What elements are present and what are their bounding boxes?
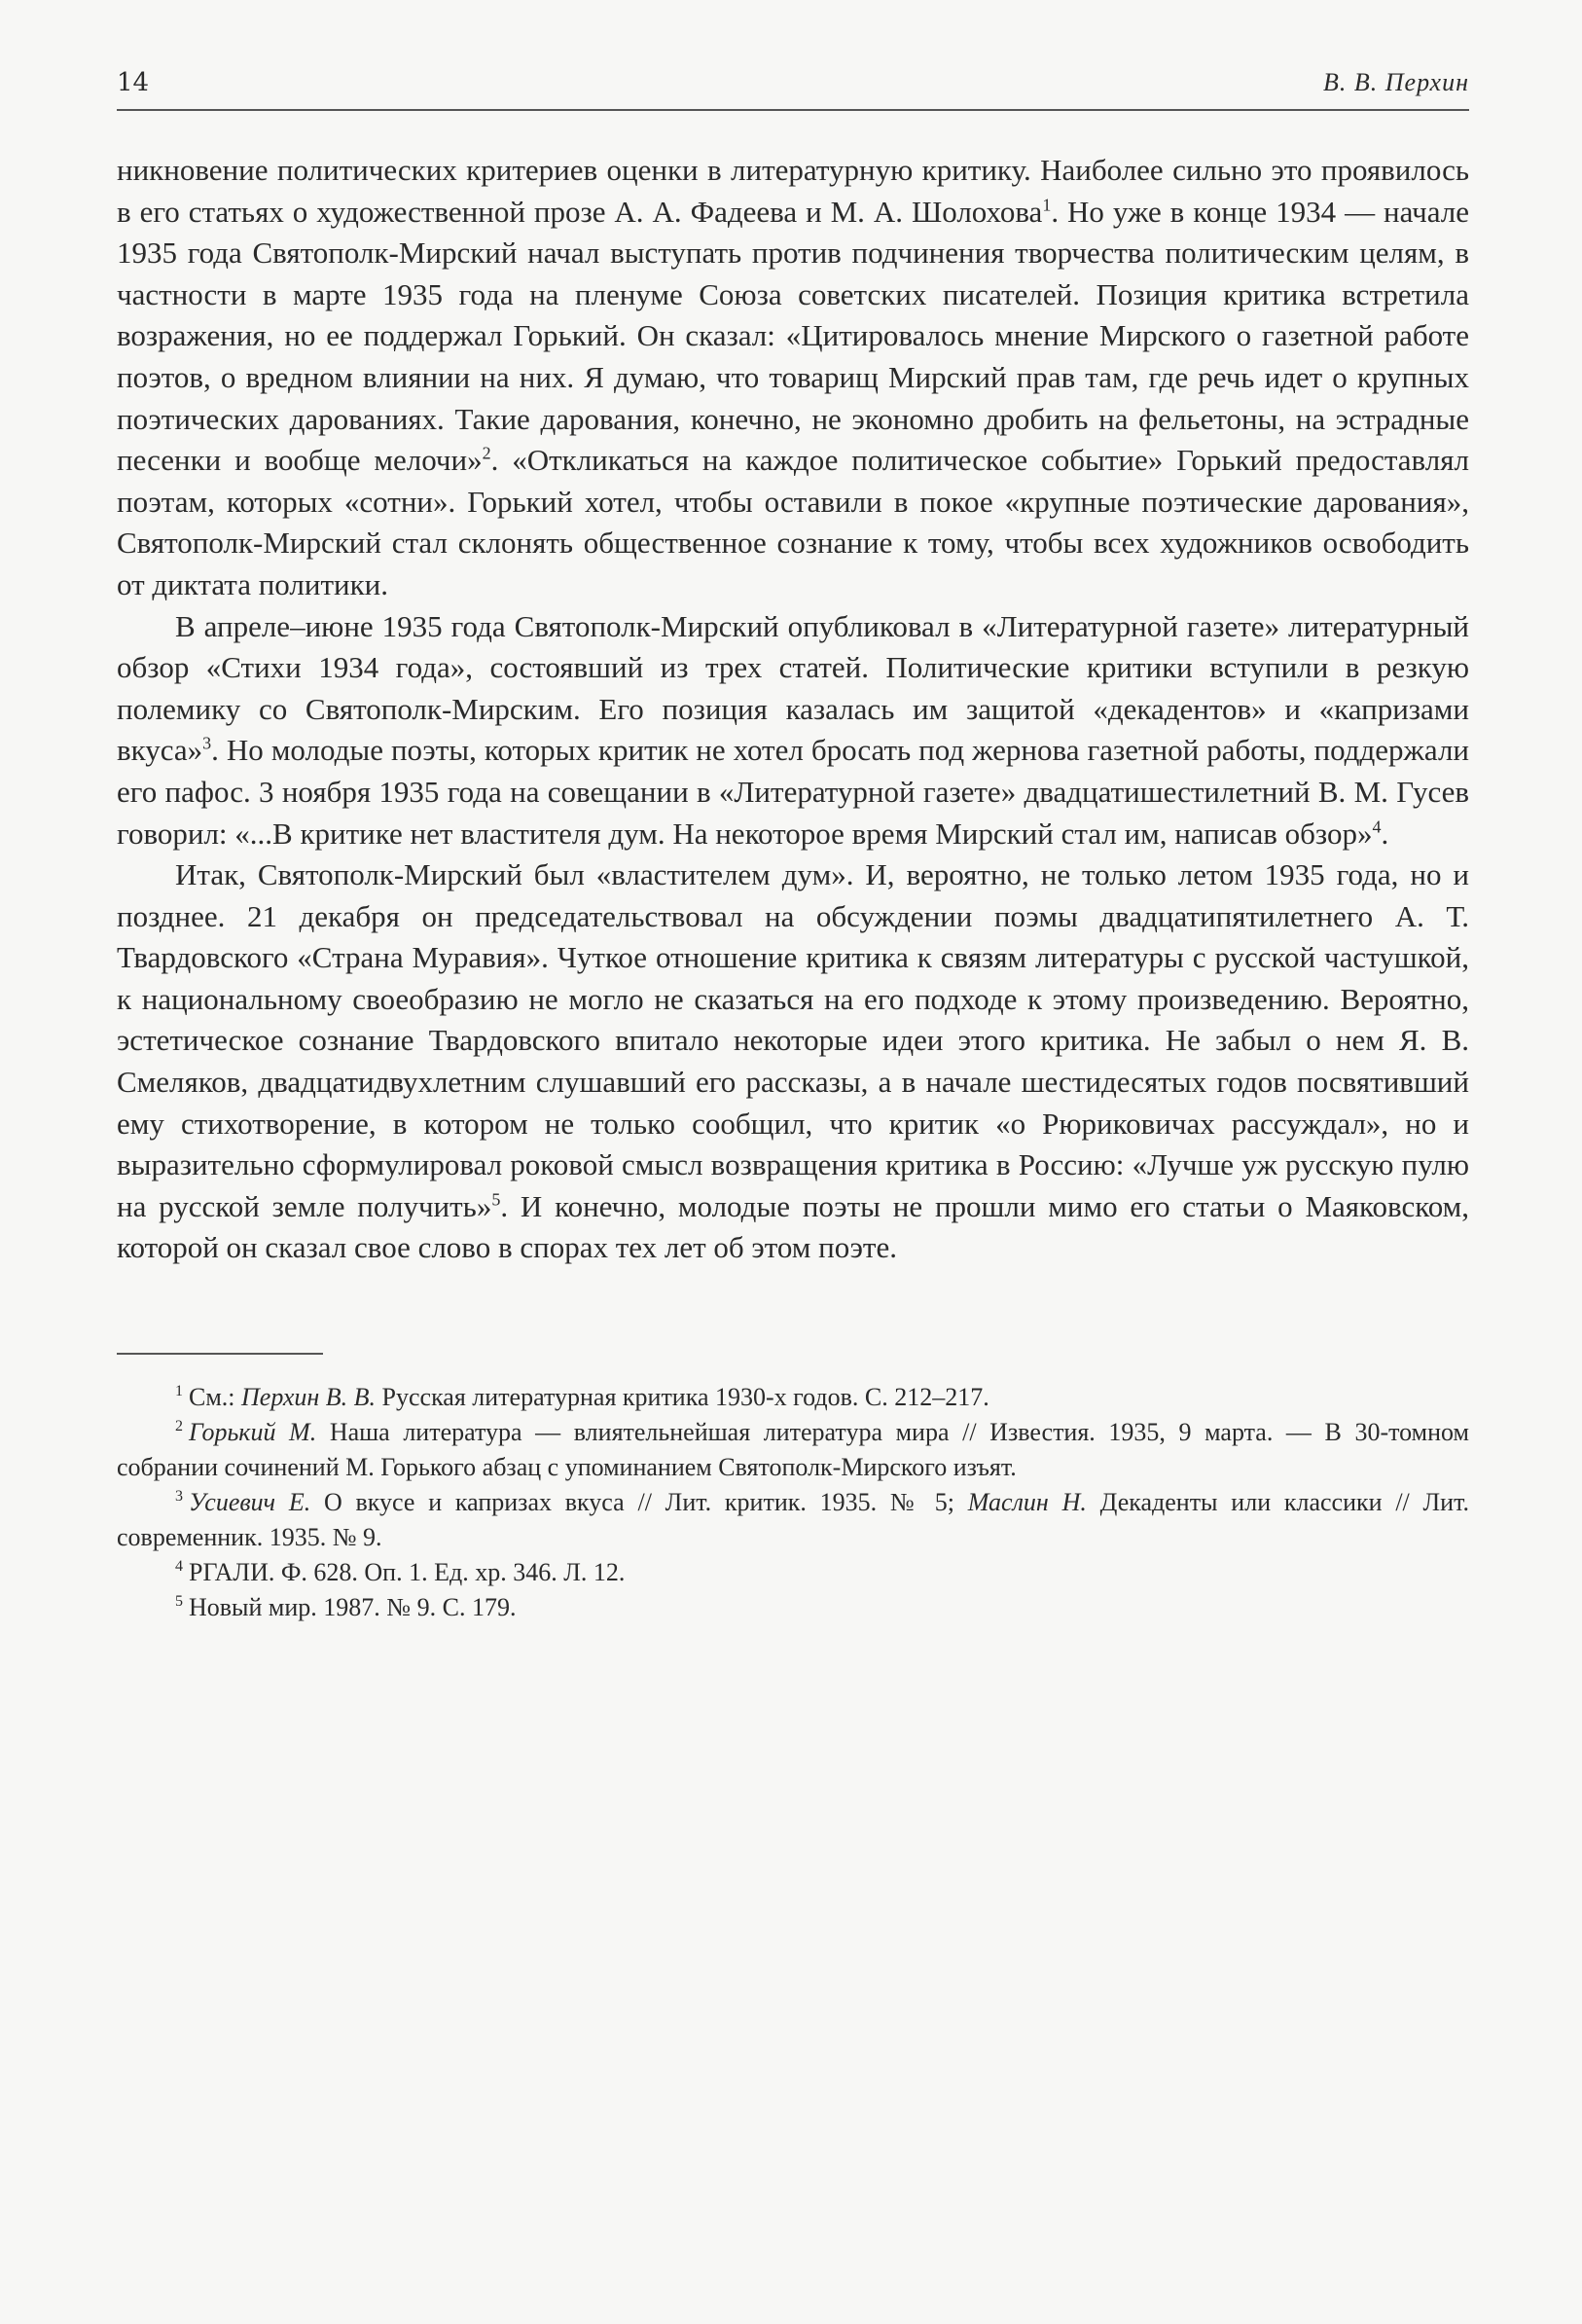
footnote-5: $^5$ Новый мир. 1987. № 9. С. 179. [175,1593,517,1622]
footnote-ref-2: 2 [482,443,491,463]
paragraph-1: никновение политических критериев оценки в литературную критику. Наиболее сильно это проявилось в его статьях о художественной прозе А. А. Фадеева и М. А. Шолохова$^1$. Но уже в конце 1934 — начале 1935 года Святополк-Мирский начал выступать против подчинения творчества политическим целям, в частности в марте 1935 года на пленуме Союза советских писателей. Позиция критика встретила возражения, но ее поддержал Горький. Он сказал: «Цитировалось мнение Мирского о газетной работе поэтов, о вредном влиянии на них. Я думаю, что товарищ Мирский прав там, где речь идет о крупных поэтических дарованиях. Такие дарования, конечно, не экономно дробить на фельетоны, на эстрадные песенки и вообще мелочи»$^2$. «Откликаться на каждое политическое событие» Горький предоставлял поэтам, которых «сотни». Горький хотел, чтобы оставили в покое «крупные поэтические дарования», Святополк-Мирский стал склонять общественное сознание к тому, чтобы всех художников освободить от диктата политики. [117,153,1469,601]
book-page [117,58,1469,1625]
paragraph-2: В апреле–июне 1935 года Святополк-Мирский опубликовал в «Литературной газете» литературный обзор «Стихи 1934 года», состоявший из трех статей. Политические критики вступили в резкую полемику со Святополк-Мирским. Его позиция казалась им защитой «декадентов» и «капризами вкуса»$^3$. Но молодые поэты, которых критик не хотел бросать под жернова газетной работы, поддержали его пафос. 3 ноября 1935 года на совещании в «Литературной газете» двадцатишестилетний В. М. Гусев говорил: «...В критике нет властителя дум. На некоторое время Мирский стал им, написав обзор»$^4$. [117,608,1469,851]
running-head-author: В. В. Перхин [1323,68,1469,96]
footnote-ref-3: 3 [202,733,212,753]
footnote-ref-5: 5 [491,1189,501,1210]
footnote-2: $^2$ Горький М. Наша литература — влиятельнейшая литература мира // Известия. 1935, 9 марта. — В 30-томном собрании сочинений М. Горького абзац с упоминанием Святополк-Мирского изъят. [117,1418,1469,1482]
footnote-4: $^4$ РГАЛИ. Ф. 628. Оп. 1. Ед. хр. 346. Л. 12. [175,1558,626,1587]
page-number: 14 [117,68,150,97]
main-text [117,150,1469,1269]
footnote-ref-1: 1 [1042,195,1052,215]
footnote-divider [117,1353,323,1355]
footnote-1: $^1$ См.: Перхин В. В. Русская литературная критика 1930-х годов. С. 212–217. [175,1383,989,1412]
footnotes [117,1380,1469,1625]
page-header [117,58,1469,111]
footnote-ref-4: 4 [1372,817,1382,837]
footnote-3: $^3$ Усиевич Е. О вкусе и капризах вкуса // Лит. критик. 1935. № 5; Маслин Н. Декаденты или классики // Лит. современник. 1935. № 9. [117,1488,1470,1552]
paragraph-3: Итак, Святополк-Мирский был «властителем дум». И, вероятно, не только летом 1935 года, но и позднее. 21 декабря он председательствовал на обсуждении поэмы двадцатипятилетнего А. Т. Твардовского «Страна Муравия». Чуткое отношение критика к связям литературы с русской частушкой, к национальному своеобразию не могло не сказаться на его подходе к этому произведению. Вероятно, эстетическое сознание Твардовского впитало некоторые идеи этого критика. Не забыл о нем Я. В. Смеляков, двадцатидвухлетним слушавший его рассказы, а в начале шестидесятых годов посвятивший ему стихотворение, в котором не только сообщил, что критик «о Рюриковичах рассуждал», но и выразительно сформулировал роковой смысл возвращения критика в Россию: «Лучше уж русскую пулю на русской земле получить»$^5$. И конечно, молодые поэты не прошли мимо его статьи о Маяковском, которой он сказал свое слово в спорах тех лет об этом поэте. [117,857,1469,1265]
